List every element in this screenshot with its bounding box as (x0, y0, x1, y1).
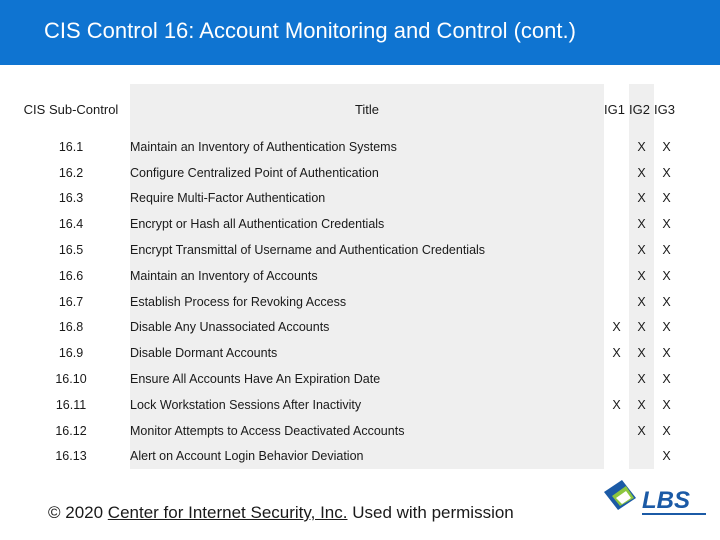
cell-ig3: X (662, 397, 671, 412)
cell-title: Encrypt Transmittal of Username and Authentication Credentials (130, 237, 604, 263)
slide-header (0, 0, 720, 65)
table-row (12, 211, 679, 237)
cell-title: Alert on Account Login Behavior Deviation (130, 444, 604, 470)
cell-ig2: X (629, 418, 654, 444)
cell-title: Configure Centralized Point of Authentication (130, 160, 604, 186)
cell-ig3: X (662, 268, 671, 283)
cell-ig1 (604, 263, 629, 289)
cell-ig3: X (662, 346, 671, 361)
cell-ig2: X (629, 392, 654, 418)
cell-sub-control-id: 16.2 (58, 165, 84, 180)
cell-ig2: X (629, 237, 654, 263)
cell-ig2: X (629, 315, 654, 341)
cell-ig1 (604, 160, 629, 186)
cell-ig1 (604, 237, 629, 263)
table-row (12, 340, 679, 366)
cell-sub-control-id: 16.7 (58, 294, 84, 309)
cell-ig1: X (612, 346, 621, 361)
cell-title: Maintain an Inventory of Authentication Systems (130, 134, 604, 160)
copyright-prefix: © 2020 (48, 503, 108, 522)
table-row (12, 392, 679, 418)
cell-sub-control-id: 16.8 (58, 320, 84, 335)
cell-ig1: X (612, 397, 621, 412)
table-header-row (12, 84, 679, 134)
copyright-footer (48, 503, 514, 523)
cell-ig1 (604, 289, 629, 315)
cell-ig3: X (662, 139, 671, 154)
cell-sub-control-id: 16.3 (58, 191, 84, 206)
cell-ig2: X (629, 186, 654, 212)
cell-title: Maintain an Inventory of Accounts (130, 263, 604, 289)
cell-sub-control-id: 16.6 (58, 268, 84, 283)
cell-title: Ensure All Accounts Have An Expiration Date (130, 366, 604, 392)
cell-sub-control-id: 16.12 (55, 423, 87, 438)
cell-ig2: X (629, 134, 654, 160)
cell-ig2 (629, 444, 654, 470)
table-row (12, 289, 679, 315)
cell-ig3: X (662, 423, 671, 438)
cell-ig3: X (662, 372, 671, 387)
cell-title: Disable Any Unassociated Accounts (130, 315, 604, 341)
cell-ig1 (604, 134, 629, 160)
cell-ig3: X (662, 243, 671, 258)
cell-title: Monitor Attempts to Access Deactivated Accounts (130, 418, 604, 444)
cell-sub-control-id: 16.9 (58, 346, 84, 361)
cis-link[interactable]: Center for Internet Security, Inc. (107, 503, 348, 522)
header-title: Title (130, 84, 604, 134)
table-row (12, 418, 679, 444)
cell-ig2: X (629, 211, 654, 237)
cell-ig1 (604, 211, 629, 237)
cell-ig1 (604, 418, 629, 444)
table-row (12, 134, 679, 160)
lbs-logo-icon (602, 474, 712, 524)
cell-ig3: X (662, 294, 671, 309)
cell-sub-control-id: 16.10 (55, 372, 87, 387)
table-row (12, 315, 679, 341)
sub-control-table (12, 84, 679, 469)
table-row (12, 366, 679, 392)
table-row (12, 444, 679, 470)
cell-sub-control-id: 16.11 (55, 397, 87, 412)
cell-ig2: X (629, 160, 654, 186)
cell-sub-control-id: 16.13 (55, 449, 87, 464)
header-sub-control: CIS Sub-Control (12, 84, 130, 134)
cell-ig3: X (662, 449, 671, 464)
cell-ig3: X (662, 191, 671, 206)
cell-title: Establish Process for Revoking Access (130, 289, 604, 315)
cell-ig3: X (662, 165, 671, 180)
cell-ig1 (604, 186, 629, 212)
cell-title: Lock Workstation Sessions After Inactivity (130, 392, 604, 418)
cell-ig3: X (662, 217, 671, 232)
cell-ig2: X (629, 366, 654, 392)
cell-ig2: X (629, 340, 654, 366)
cell-ig1: X (612, 320, 621, 335)
cell-ig2: X (629, 289, 654, 315)
cell-sub-control-id: 16.4 (58, 217, 84, 232)
table-row (12, 186, 679, 212)
cell-title: Require Multi-Factor Authentication (130, 186, 604, 212)
cell-title: Encrypt or Hash all Authentication Credentials (130, 211, 604, 237)
cell-title: Disable Dormant Accounts (130, 340, 604, 366)
cell-ig1 (604, 444, 629, 470)
copyright-suffix: Used with permission (347, 503, 514, 522)
cell-sub-control-id: 16.5 (58, 243, 84, 258)
table-row (12, 160, 679, 186)
header-ig1: IG1 (604, 101, 625, 117)
table-row (12, 237, 679, 263)
header-ig2: IG2 (629, 84, 654, 134)
slide-title: CIS Control 16: Account Monitoring and Control (cont.) (44, 18, 576, 43)
table-row (12, 263, 679, 289)
cell-ig3: X (662, 320, 671, 335)
logo-text: LBS (642, 487, 690, 514)
cell-ig1 (604, 366, 629, 392)
header-ig3: IG3 (654, 101, 675, 117)
cell-ig2: X (629, 263, 654, 289)
cell-sub-control-id: 16.1 (58, 139, 84, 154)
